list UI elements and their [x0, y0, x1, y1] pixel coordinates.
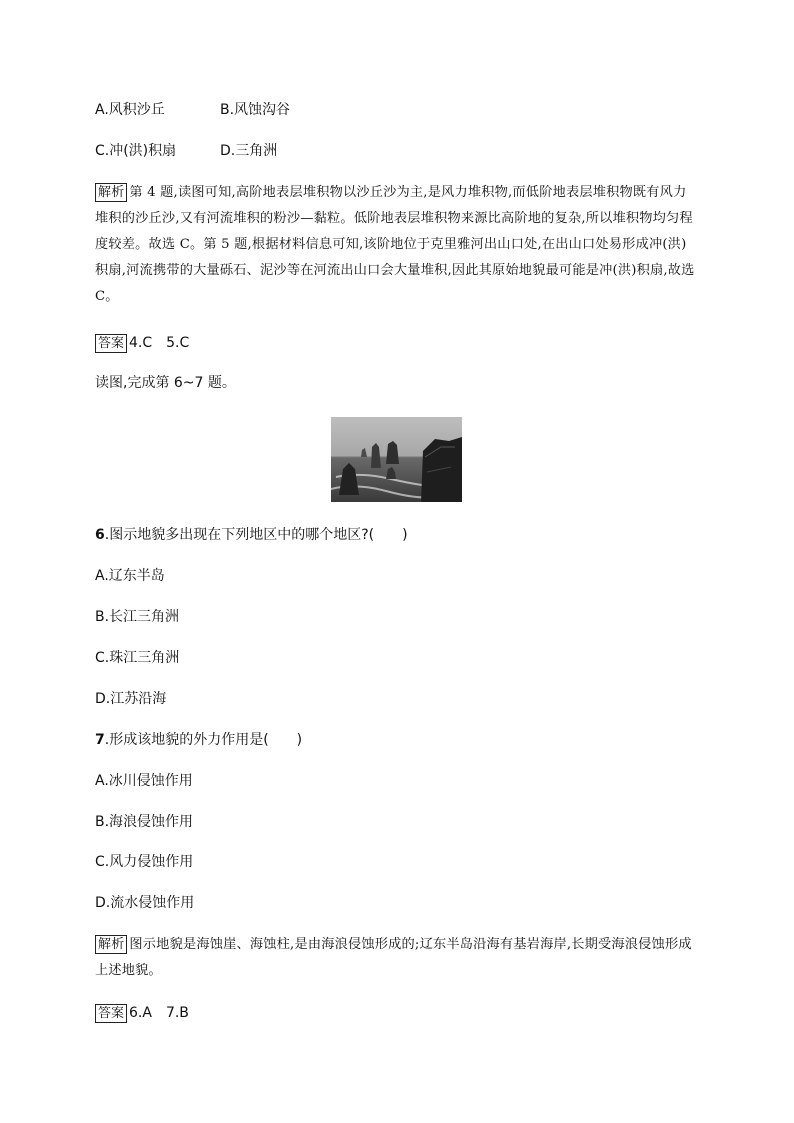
analysis-block-1	[95, 180, 695, 310]
question-7	[95, 730, 302, 750]
answer-label: 答案	[95, 334, 127, 353]
sea-stacks-photo	[331, 417, 462, 502]
answer-block-1	[95, 333, 189, 353]
answer-text-1: 4.C 5.C	[129, 335, 190, 351]
question-6-text: .图示地貌多出现在下列地区中的哪个地区?( )	[104, 527, 408, 543]
question-7-text: .形成该地貌的外力作用是( )	[104, 732, 303, 748]
q7-option-d: D.流水侵蚀作用	[95, 895, 195, 911]
analysis-block-2	[95, 932, 695, 984]
analysis-text-2: 图示地貌是海蚀崖、海蚀柱,是由海浪侵蚀形成的;辽东半岛沿海有基岩海岸,长期受海浪侵蚀形成上述地貌。	[95, 937, 692, 978]
instruction: 读图,完成第 6~7 题。	[95, 375, 236, 391]
q6-option-b: B.长江三角洲	[95, 609, 180, 625]
question-6	[95, 525, 408, 545]
question-6-number: 6	[95, 527, 105, 543]
q6-option-c: C.珠江三角洲	[95, 650, 180, 666]
q7-option-b: B.海浪侵蚀作用	[95, 814, 194, 830]
analysis-label: 解析	[95, 183, 127, 202]
q7-option-c: C.风力侵蚀作用	[95, 854, 194, 870]
option-b: B.风蚀沟谷	[220, 102, 291, 118]
q6-option-d: D.江苏沿海	[95, 691, 167, 707]
q6-option-a: A.辽东半岛	[95, 568, 165, 584]
analysis-label-2: 解析	[95, 935, 127, 954]
answer-block-2	[95, 1003, 189, 1023]
option-a: A.风积沙丘	[95, 102, 165, 118]
answer-text-2: 6.A 7.B	[129, 1005, 189, 1021]
analysis-text-1: 第 4 题,读图可知,高阶地表层堆积物以沙丘沙为主,是风力堆积物,而低阶地表层堆积物既有风力堆积的沙丘沙,又有河流堆积的粉沙—黏粒。低阶地表层堆积物来源比高阶地的复杂,所以堆积物均匀程度较差。故选 C。第 5 题,根据材料信息可知,该阶地位于克里雅河出山口处,在出山口处易形成冲(洪)积扇,河流携带的大量砾石、泥沙等在河流出山口会大量堆积,因此其原始地貌最可能是冲(洪)积扇,故选 C。	[95, 185, 695, 304]
question-7-number: 7	[95, 732, 105, 748]
option-d: D.三角洲	[220, 143, 278, 159]
option-c: C.冲(洪)积扇	[95, 143, 177, 159]
q7-option-a: A.冰川侵蚀作用	[95, 773, 193, 789]
answer-label-2: 答案	[95, 1004, 127, 1023]
